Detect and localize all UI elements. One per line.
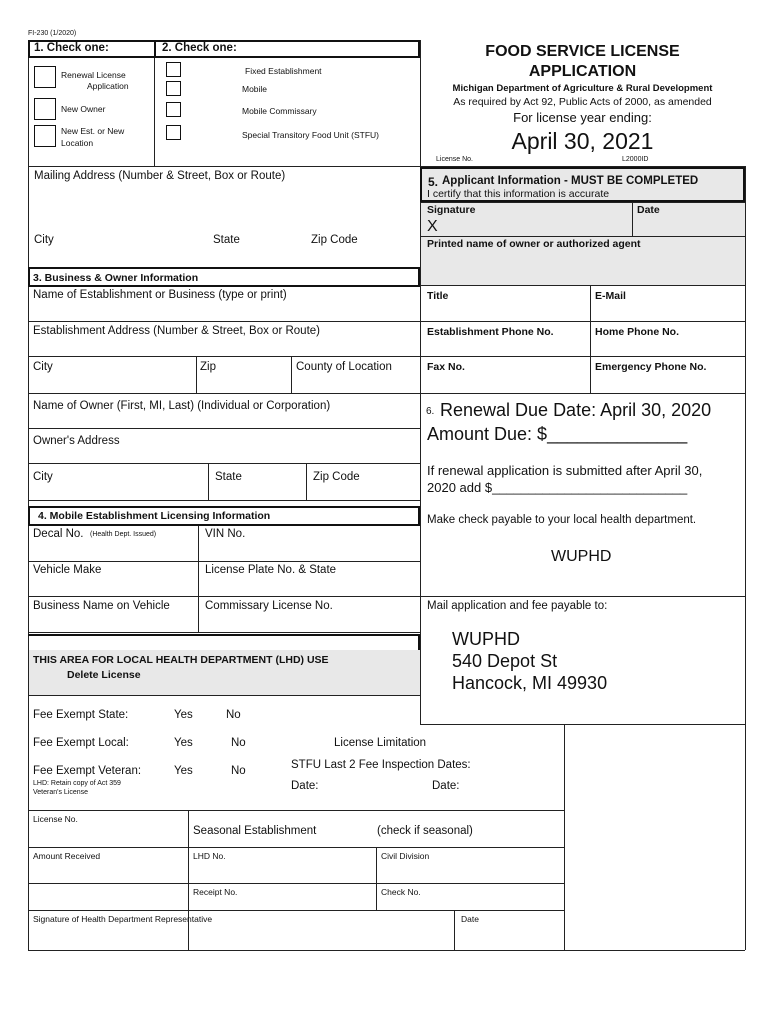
- license-no-label: License No.: [436, 156, 473, 163]
- mailing-address-label: Mailing Address (Number & Street, Box or Route): [34, 170, 286, 182]
- late-fee-line1: If renewal application is submitted after April 30,: [427, 463, 703, 478]
- mail-to-label: Mail application and fee payable to:: [427, 600, 608, 612]
- fixed-est-checkbox[interactable]: [166, 62, 181, 77]
- mobile-label: Mobile: [242, 84, 268, 94]
- delete-license-label: Delete License: [67, 669, 141, 681]
- signature-x-mark: X: [427, 218, 438, 235]
- new-est-label: New Est. or New: [61, 126, 125, 136]
- license-plate-label: License Plate No. & State: [205, 564, 337, 576]
- license-year-label: For license year ending:: [513, 110, 652, 125]
- mobile-commissary-label: Mobile Commissary: [242, 106, 317, 116]
- signature-date-label: Date: [637, 204, 660, 216]
- mail-address-line2: 540 Depot St: [452, 651, 558, 671]
- dept-name: Michigan Department of Agriculture & Rural Development: [452, 83, 713, 94]
- section2-title: 2. Check one:: [162, 42, 237, 54]
- est-phone-label: Establishment Phone No.: [427, 326, 554, 338]
- section5-title: Applicant Information - MUST BE COMPLETED: [442, 175, 699, 187]
- title-line2: APPLICATION: [528, 63, 637, 80]
- title-line1: FOOD SERVICE LICENSE: [485, 43, 680, 60]
- mail-address-line3: Hancock, MI 49930: [452, 673, 608, 693]
- section4-title: 4. Mobile Establishment Licensing Information: [38, 510, 271, 522]
- section1-title: 1. Check one:: [34, 42, 109, 54]
- fee-exempt-veteran-label: Fee Exempt Veteran:: [33, 765, 142, 777]
- business-vehicle-label: Business Name on Vehicle: [33, 600, 170, 612]
- stfu-label: Special Transitory Food Unit (STFU): [242, 130, 379, 140]
- payable-dept-name: WUPHD: [551, 548, 612, 565]
- fee-state-yes[interactable]: Yes: [174, 709, 193, 721]
- lhd-no-label: LHD No.: [193, 851, 226, 861]
- stfu-date1-label: Date:: [291, 780, 319, 792]
- fee-exempt-local-label: Fee Exempt Local:: [33, 737, 129, 749]
- veteran-note1: LHD: Retain copy of Act 359: [33, 780, 121, 787]
- mailing-zip-label: Zip Code: [311, 234, 358, 246]
- fee-local-yes[interactable]: Yes: [174, 737, 193, 749]
- home-phone-label: Home Phone No.: [595, 326, 680, 338]
- fax-label: Fax No.: [427, 361, 465, 373]
- check-seasonal-label: (check if seasonal): [377, 825, 473, 837]
- check-no-label: Check No.: [381, 887, 421, 897]
- commissary-license-label: Commissary License No.: [205, 600, 333, 612]
- section5-certify: I certify that this information is accurate: [427, 188, 610, 200]
- fee-state-no[interactable]: No: [226, 709, 241, 721]
- printed-name-label: Printed name of owner or authorized agent: [427, 238, 641, 250]
- fixed-est-label: Fixed Establishment: [245, 66, 322, 76]
- amount-received-label: Amount Received: [33, 851, 101, 861]
- amount-due: Amount Due: $______________: [427, 424, 688, 444]
- fee-exempt-state-label: Fee Exempt State:: [33, 709, 129, 721]
- county-label: County of Location: [296, 361, 392, 373]
- vin-label: VIN No.: [205, 528, 246, 540]
- renewal-license-checkbox[interactable]: [34, 66, 56, 88]
- vehicle-make-label: Vehicle Make: [33, 564, 102, 576]
- fee-veteran-no[interactable]: No: [231, 765, 246, 777]
- signature-field[interactable]: [440, 220, 630, 234]
- seasonal-label: Seasonal Establishment: [193, 825, 317, 837]
- fee-local-no[interactable]: No: [231, 737, 246, 749]
- application-label: Application: [87, 81, 129, 91]
- est-zip-label: Zip: [200, 361, 216, 373]
- email-label: E-Mail: [595, 290, 626, 302]
- new-owner-label: New Owner: [61, 104, 106, 114]
- owner-zip-label: Zip Code: [313, 471, 360, 483]
- emergency-phone-label: Emergency Phone No.: [595, 361, 707, 373]
- new-est-checkbox[interactable]: [34, 125, 56, 147]
- owner-city-label: City: [33, 471, 53, 483]
- receipt-no-label: Receipt No.: [193, 887, 238, 897]
- owner-name-label: Name of Owner (First, MI, Last) (Individual or Corporation): [33, 400, 331, 412]
- signature-rep-label: Signature of Health Department Representative: [33, 914, 213, 924]
- signature-label: Signature: [427, 204, 476, 216]
- est-city-label: City: [33, 361, 53, 373]
- mobile-commissary-checkbox[interactable]: [166, 102, 181, 117]
- license-limitation-label: License Limitation: [334, 737, 427, 749]
- section6-number: 6.: [426, 406, 435, 417]
- mobile-checkbox[interactable]: [166, 81, 181, 96]
- location-label: Location: [61, 138, 94, 148]
- decal-label: Decal No.: [33, 528, 84, 540]
- mailing-city-label: City: [34, 234, 54, 246]
- establishment-name-label: Name of Establishment or Business (type or print): [33, 289, 287, 301]
- mailing-state-label: State: [213, 234, 240, 246]
- owner-state-label: State: [215, 471, 242, 483]
- new-owner-checkbox[interactable]: [34, 98, 56, 120]
- year-end-date: April 30, 2021: [511, 128, 654, 154]
- lhd-license-no-label: License No.: [33, 814, 78, 824]
- stfu-checkbox[interactable]: [166, 125, 181, 140]
- mail-address-line1: WUPHD: [452, 629, 520, 649]
- renewal-license-label: Renewal License: [61, 70, 126, 80]
- establishment-address-label: Establishment Address (Number & Street, Box or Route): [33, 325, 320, 337]
- signature-rep-date-label: Date: [461, 914, 479, 924]
- owner-address-label: Owner's Address: [33, 435, 120, 447]
- decal-note: (Health Dept. Issued): [90, 531, 157, 538]
- stfu-date2-label: Date:: [432, 780, 460, 792]
- license-id: L2000ID: [622, 156, 649, 163]
- veteran-note2: Veteran's License: [33, 789, 89, 796]
- fee-veteran-yes[interactable]: Yes: [174, 765, 193, 777]
- section5-number: 5.: [428, 175, 439, 189]
- civil-division-label: Civil Division: [381, 851, 430, 861]
- act-text: As required by Act 92, Public Acts of 2000, as amended: [453, 96, 712, 108]
- form-id: FI-230 (1/2020): [28, 30, 77, 37]
- renewal-due-date: Renewal Due Date: April 30, 2020: [440, 400, 712, 420]
- title-label: Title: [427, 290, 449, 302]
- section3-title: 3. Business & Owner Information: [33, 272, 199, 284]
- stfu-dates-label: STFU Last 2 Fee Inspection Dates:: [291, 759, 471, 771]
- late-fee-line2: 2020 add $___________________________: [427, 480, 688, 495]
- lhd-title: THIS AREA FOR LOCAL HEALTH DEPARTMENT (LHD) USE: [33, 654, 329, 666]
- check-payable-text: Make check payable to your local health department.: [427, 514, 697, 526]
